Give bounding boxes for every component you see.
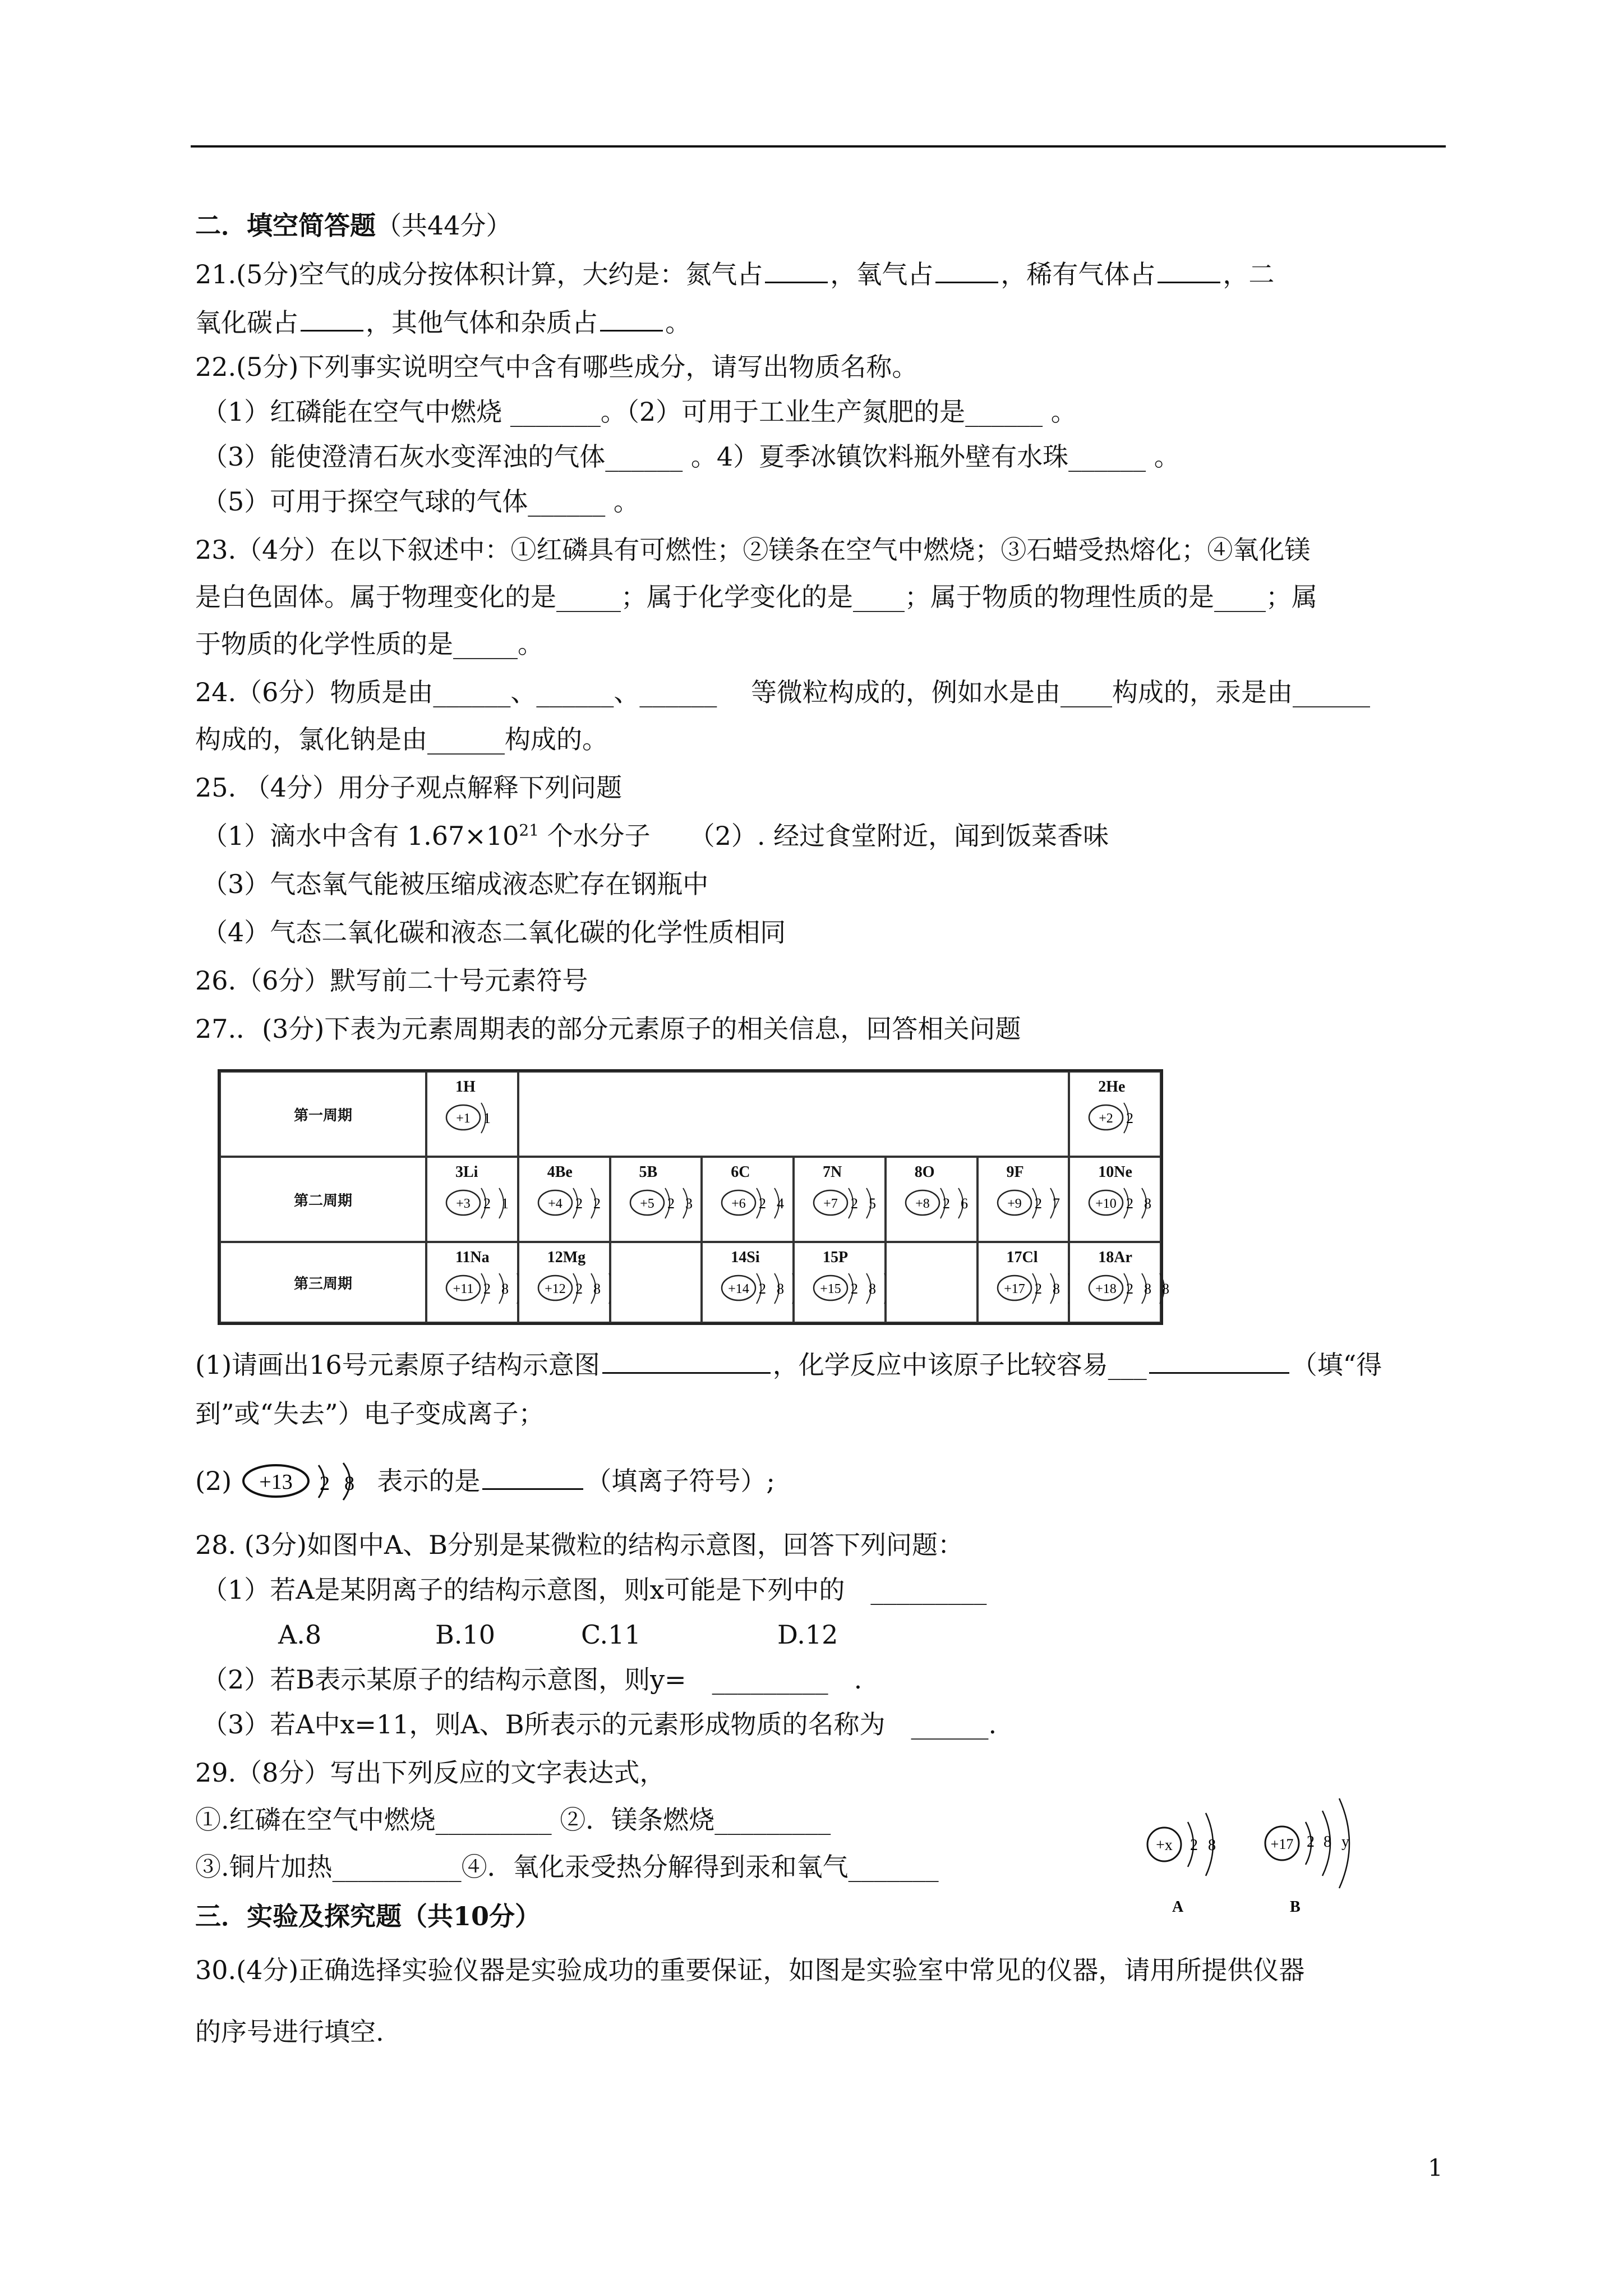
q22-line1: （1）红磷能在空气中燃烧 _______。（2）可用于工业生产氮肥的是______ 。 xyxy=(202,397,1077,427)
element-symbol: 2He xyxy=(1098,1078,1126,1096)
shell-electrons: 8 xyxy=(1208,1837,1216,1854)
q23-line1: 23.（4分）在以下叙述中：①红磷具有可燃性；②镁条在空气中燃烧；③石蜡受热熔化；④氧化镁 xyxy=(195,535,1311,565)
shell-electrons: 2 xyxy=(1307,1833,1315,1851)
element-cell xyxy=(518,1071,1069,1157)
section-score: （共44分） xyxy=(376,210,512,241)
shell-electrons: 6 xyxy=(960,1195,968,1212)
nucleus-charge: +18 xyxy=(1095,1282,1117,1296)
shell-electrons: 8 xyxy=(1324,1833,1331,1851)
shell-electrons: 8 xyxy=(1144,1281,1152,1297)
element-cell xyxy=(426,1157,518,1242)
shell-electrons: 2 xyxy=(759,1195,767,1212)
shell-electrons: 8 xyxy=(344,1472,354,1494)
section-title: 二．填空简答题 xyxy=(195,210,376,241)
answer-blank[interactable] xyxy=(301,305,363,332)
answer-blank[interactable] xyxy=(482,1464,583,1490)
element-symbol: 11Na xyxy=(455,1249,490,1266)
shell-electrons: y xyxy=(1341,1833,1349,1851)
element-symbol: 4Be xyxy=(547,1163,573,1181)
element-cell xyxy=(426,1071,518,1157)
element-symbol: 12Mg xyxy=(547,1249,586,1266)
element-symbol: 1H xyxy=(455,1078,476,1096)
q28-line2: （1）若A是某阴离子的结构示意图，则x可能是下列中的 _________ xyxy=(202,1575,987,1605)
element-symbol: 10Ne xyxy=(1098,1163,1132,1181)
atom-structure-diagram xyxy=(1087,1184,1178,1223)
nucleus-charge: +14 xyxy=(728,1282,750,1296)
shell-electrons: 2 xyxy=(575,1195,583,1212)
q29-line1: 29.（8分）写出下列反应的文字表达式， xyxy=(195,1757,666,1788)
nucleus-charge: +6 xyxy=(731,1197,746,1211)
nucleus-charge: +15 xyxy=(820,1282,841,1296)
q27-line1: 27.．(3分)下表为元素周期表的部分元素原子的相关信息，回答相关问题 xyxy=(195,1014,1021,1044)
nucleus-charge: +2 xyxy=(1099,1111,1114,1126)
periodic-table xyxy=(218,1069,1170,1325)
nucleus-charge: +3 xyxy=(456,1197,471,1211)
element-cell xyxy=(426,1242,518,1323)
q24-line1: 24.（6分）物质是由______、______、______ 等微粒构成的，例如水是由____构成的，汞是由______ xyxy=(195,677,1371,707)
shell-electrons: 2 xyxy=(1190,1837,1198,1854)
q21-line2: 氧化碳占 ，其他气体和杂质占 。 xyxy=(195,305,691,339)
shell-electrons: 2 xyxy=(667,1195,675,1212)
shell-electrons: 8 xyxy=(1144,1195,1152,1212)
element-cell xyxy=(1069,1157,1161,1242)
option-a[interactable]: A.8 xyxy=(278,1619,322,1650)
shell-electrons: 2 xyxy=(483,1195,491,1212)
q28-options xyxy=(278,1618,838,1651)
header-rule xyxy=(191,145,1446,148)
answer-blank[interactable] xyxy=(1149,1347,1289,1374)
shell-electrons: 2 xyxy=(483,1281,491,1297)
element-symbol: 7N xyxy=(823,1163,842,1181)
shell-electrons: 2 xyxy=(1126,1195,1134,1212)
q22-line3: （5）可用于探空气球的气体______ 。 xyxy=(202,486,639,517)
shell-electrons: 2 xyxy=(575,1281,583,1297)
shell-electrons: 8 xyxy=(1052,1281,1060,1297)
q28-line3: （2）若B表示某原子的结构示意图，则y= _________ . xyxy=(202,1664,863,1695)
page-number: 1 xyxy=(1428,2154,1443,2182)
option-b[interactable]: B.10 xyxy=(435,1619,495,1650)
atom-structure-diagram xyxy=(1087,1098,1158,1138)
element-symbol: 9F xyxy=(1006,1163,1024,1181)
period-label: 第三周期 xyxy=(220,1242,426,1323)
nucleus-charge: +9 xyxy=(1007,1197,1022,1211)
figure-a-b xyxy=(1127,1782,1363,1927)
nucleus-charge: +x xyxy=(1156,1837,1173,1854)
q29-line3: ③.铜片加热__________④．氧化汞受热分解得到汞和氧气_______ xyxy=(195,1852,939,1882)
figure-label: A xyxy=(1172,1898,1184,1916)
q21-line1: 21.(5分)空气的成分按体积计算，大约是：氮气占 ，氧气占 ，稀有气体占 ，二 xyxy=(195,257,1274,291)
section-2-heading xyxy=(195,209,512,242)
q22-intro: 22.(5分)下列事实说明空气中含有哪些成分，请写出物质名称。 xyxy=(195,352,918,382)
atom-structure-diagram xyxy=(1087,1269,1198,1308)
q23-line2: 是白色固体。属于物理变化的是_____；属于化学变化的是____；属于物质的物理性质的是____；属 xyxy=(195,582,1317,612)
q25-line1: 25. （4分）用分子观点解释下列问题 xyxy=(195,772,623,803)
element-cell xyxy=(886,1157,978,1242)
shell-electrons: 2 xyxy=(319,1472,330,1494)
answer-blank[interactable] xyxy=(1158,257,1220,283)
q27-part1-line1: (1)请画出16号元素原子结构示意图 ，化学反应中该原子比较容易___ （填“得 xyxy=(195,1347,1382,1382)
element-cell xyxy=(794,1242,886,1323)
period-label: 第二周期 xyxy=(220,1157,426,1242)
shell-electrons: 2 xyxy=(1034,1281,1042,1297)
al-ion-diagram xyxy=(240,1461,369,1506)
element-cell xyxy=(978,1157,1069,1242)
q30-line1: 30.(4分)正确选择实验仪器是实验成功的重要保证，如图是实验室中常见的仪器，请用所提供仪器 xyxy=(195,1955,1305,1985)
element-symbol: 3Li xyxy=(455,1163,478,1181)
element-symbol: 5B xyxy=(639,1163,658,1181)
period-label: 第一周期 xyxy=(220,1071,426,1157)
shell-electrons: 8 xyxy=(869,1281,876,1297)
element-symbol: 17Cl xyxy=(1006,1249,1038,1266)
q29-line2: ①.红磷在空气中燃烧_________ ②．镁条燃烧_________ xyxy=(195,1805,831,1835)
figure-label: B xyxy=(1290,1898,1301,1916)
answer-blank[interactable] xyxy=(935,257,998,283)
nucleus-charge: +13 xyxy=(259,1470,293,1494)
option-d[interactable]: D.12 xyxy=(777,1619,838,1650)
element-symbol: 14Si xyxy=(731,1249,760,1266)
shell-electrons: 8 xyxy=(1162,1281,1170,1297)
element-cell xyxy=(1069,1242,1170,1323)
q25-line3: （3）气态氧气能被压缩成液态贮存在钢瓶中 xyxy=(202,869,709,899)
element-cell xyxy=(886,1242,978,1323)
shell-electrons: 2 xyxy=(1126,1281,1134,1297)
element-symbol: 15P xyxy=(823,1249,849,1266)
q22-line2: （3）能使澄清石灰水变浑浊的气体______ 。4）夏季冰镇饮料瓶外壁有水珠______ 。 xyxy=(202,441,1180,472)
nucleus-charge: +11 xyxy=(453,1282,474,1296)
shell-electrons: 1 xyxy=(501,1195,509,1212)
answer-blank[interactable] xyxy=(765,257,828,283)
q26-line1: 26.（6分）默写前二十号元素符号 xyxy=(195,965,588,996)
q27-part2: (2) +13 2 8 表示的是 （填离子符号）; xyxy=(195,1461,775,1506)
element-cell xyxy=(518,1242,610,1323)
shell-electrons: 2 xyxy=(1034,1195,1042,1212)
shell-electrons: 5 xyxy=(869,1195,876,1212)
element-cell xyxy=(702,1157,794,1242)
shell-electrons: 8 xyxy=(501,1281,509,1297)
answer-blank[interactable] xyxy=(600,305,663,332)
nucleus-charge: +5 xyxy=(639,1197,654,1211)
q25-line2: （1）滴水中含有 $1.67\times 10^{21}$ 个水分子 （2）. 经过食堂附近，闻到饭菜香味 xyxy=(202,821,1109,851)
shell-electrons: 4 xyxy=(777,1195,785,1212)
q28-line4: （3）若A中x=11，则A、B所表示的元素形成物质的名称为 ______. xyxy=(202,1709,997,1740)
element-cell xyxy=(610,1157,702,1242)
q24-line2: 构成的，氯化钠是由______构成的。 xyxy=(195,724,608,754)
option-c[interactable]: C.11 xyxy=(581,1619,641,1650)
element-cell xyxy=(518,1157,610,1242)
nucleus-charge: +8 xyxy=(915,1197,930,1211)
figure-a xyxy=(1147,1813,1216,1916)
q28-line1: 28. (3分)如图中A、B分别是某微粒的结构示意图，回答下列问题： xyxy=(195,1530,963,1560)
nucleus-charge: +7 xyxy=(823,1197,838,1211)
figure-b xyxy=(1265,1798,1349,1916)
nucleus-charge: +10 xyxy=(1095,1197,1117,1211)
nucleus-charge: +17 xyxy=(1270,1836,1294,1852)
q25-line4: （4）气态二氧化碳和液态二氧化碳的化学性质相同 xyxy=(202,917,786,947)
atom-structure-diagram xyxy=(444,1098,515,1138)
shell-electrons: 8 xyxy=(777,1281,785,1297)
element-cell xyxy=(1069,1071,1161,1157)
shell-electrons: 1 xyxy=(483,1110,491,1126)
shell-electrons: 8 xyxy=(593,1281,601,1297)
element-symbol: 8O xyxy=(914,1163,935,1181)
element-symbol: 18Ar xyxy=(1098,1249,1132,1266)
shell-electrons: 3 xyxy=(685,1195,693,1212)
shell-electrons: 2 xyxy=(851,1281,858,1297)
shell-electrons: 2 xyxy=(851,1195,858,1212)
q27-part1-line2: 到”或“失去”）电子变成离子； xyxy=(195,1398,545,1429)
element-cell xyxy=(794,1157,886,1242)
element-symbol: 6C xyxy=(731,1163,750,1181)
q30-line2: 的序号进行填空. xyxy=(195,2017,384,2047)
section-3-heading: 三．实验及探究题（共10分） xyxy=(195,1901,541,1931)
shell-electrons: 2 xyxy=(759,1281,767,1297)
element-cell xyxy=(610,1242,702,1323)
answer-blank[interactable] xyxy=(602,1347,771,1374)
element-cell xyxy=(702,1242,794,1323)
element-cell xyxy=(978,1242,1069,1323)
nucleus-charge: +4 xyxy=(547,1197,562,1211)
nucleus-charge: +17 xyxy=(1003,1282,1025,1296)
q23-line3: 于物质的化学性质的是_____。 xyxy=(195,629,543,659)
shell-electrons: 2 xyxy=(1126,1110,1134,1126)
shell-electrons: 2 xyxy=(593,1195,601,1212)
nucleus-charge: +12 xyxy=(544,1282,566,1296)
shell-electrons: 2 xyxy=(942,1195,950,1212)
nucleus-charge: +1 xyxy=(456,1111,471,1126)
shell-electrons: 7 xyxy=(1052,1195,1060,1212)
